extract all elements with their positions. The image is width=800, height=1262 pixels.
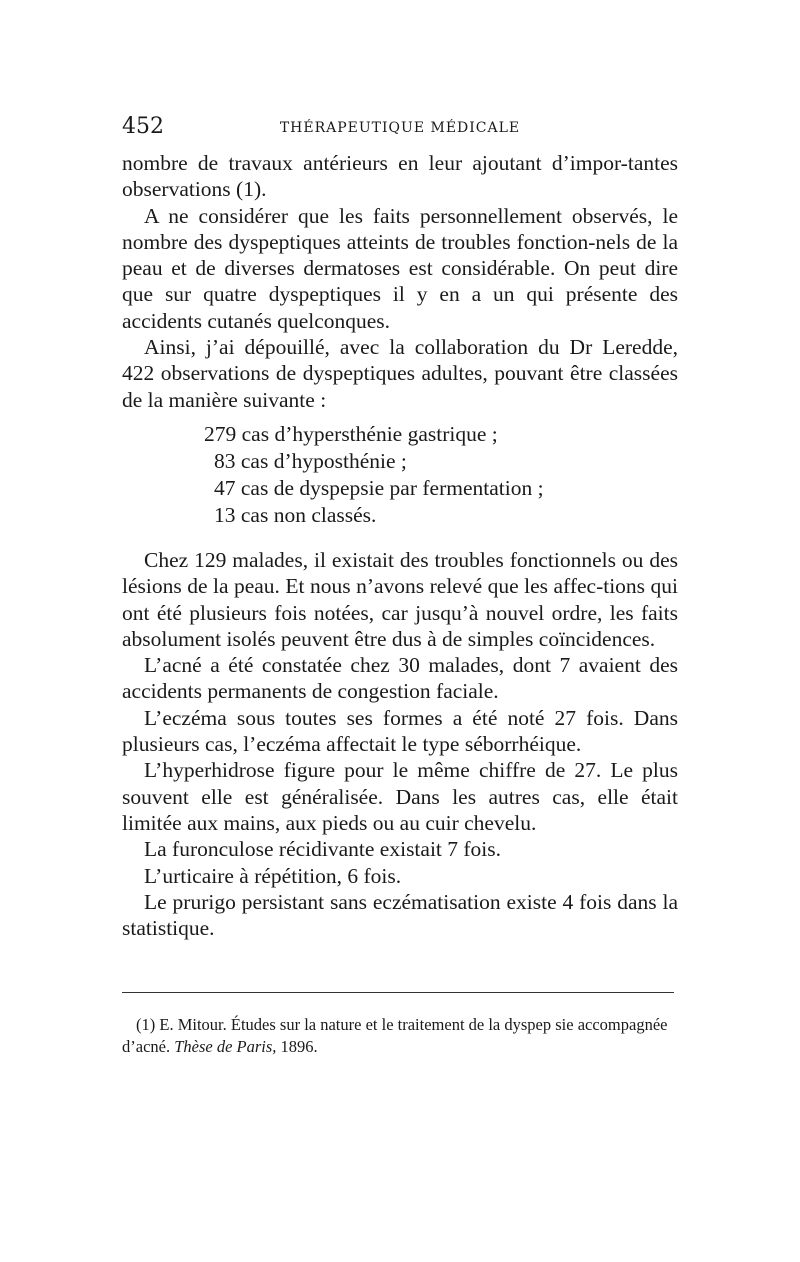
list-item (204, 421, 678, 448)
list-item (204, 502, 678, 529)
case-statistics-list (204, 421, 678, 529)
paragraph-1: nombre de travaux antérieurs en leur ajoutant d’impor-tantes observations (1). (122, 151, 678, 202)
footnote-divider (122, 992, 674, 993)
list-item (204, 475, 678, 502)
footnote-italic-title: Thèse de Paris, (174, 1037, 277, 1056)
page-number: 452 (122, 114, 164, 139)
paragraph-5: L’acné a été constatée chez 30 malades, dont 7 avaient des accidents permanents de congestion faciale. (122, 653, 678, 704)
case-label: cas de dyspepsie par fermentation ; (240, 475, 544, 500)
case-count: 47 (214, 475, 236, 500)
paragraph-4: Chez 129 malades, il existait des troubles fonctionnels ou des lésions de la peau. Et nous n’avons relevé que les affec-tions qui ont été plusieurs fois notées, car jusqu’à nouvel ordre, les faits absolument isolés peuvent être dus à de simples coïncidences. (122, 547, 678, 651)
paragraph-3: Ainsi, j’ai dépouillé, avec la collaboration du Dr Leredde, 422 observations de dyspeptiques adultes, pouvant être classées de la manière suivante : (122, 335, 678, 412)
case-count: 83 (214, 448, 236, 473)
case-label: cas d’hyposthénie ; (240, 448, 407, 473)
case-label: cas d’hypersthénie gastrique ; (241, 421, 498, 446)
main-text (122, 150, 678, 941)
running-title: THÉRAPEUTIQUE MÉDICALE (279, 120, 521, 136)
paragraph-6: L’eczéma sous toutes ses formes a été noté 27 fois. Dans plusieurs cas, l’eczéma affectait le type séborrhéique. (122, 705, 678, 757)
footnote (122, 1014, 678, 1058)
paragraph-8: La furonculose récidivante existait 7 fois. (144, 837, 502, 862)
paragraph-9: L’urticaire à répétition, 6 fois. (144, 863, 402, 888)
case-count: 279 (204, 421, 237, 446)
footnote-year: 1896. (280, 1037, 318, 1056)
paragraph-7: L’hyperhidrose figure pour le même chiffre de 27. Le plus souvent elle est généralisée. Dans les autres cas, elle était limitée aux mains, aux pieds ou au cuir chevelu. (122, 758, 678, 835)
paragraph-10: Le prurigo persistant sans eczématisation existe 4 fois dans la statistique. (122, 889, 678, 941)
paragraph-2: A ne considérer que les faits personnellement observés, le nombre des dyspeptiques atteints de troubles fonction-nels de la peau et de diverses dermatoses est considérable. On peut dire que sur quatre dyspeptiques il y en a un qui présente des accidents cutanés quelconques. (122, 203, 678, 333)
case-count: 13 (214, 502, 236, 527)
list-item (204, 448, 678, 475)
footnote-text: (1) E. Mitour. Études sur la nature et le traitement de la dyspep sie accompagnée d’acné. (122, 1015, 668, 1056)
page-header (122, 114, 678, 144)
case-label: cas non classés. (240, 502, 377, 527)
